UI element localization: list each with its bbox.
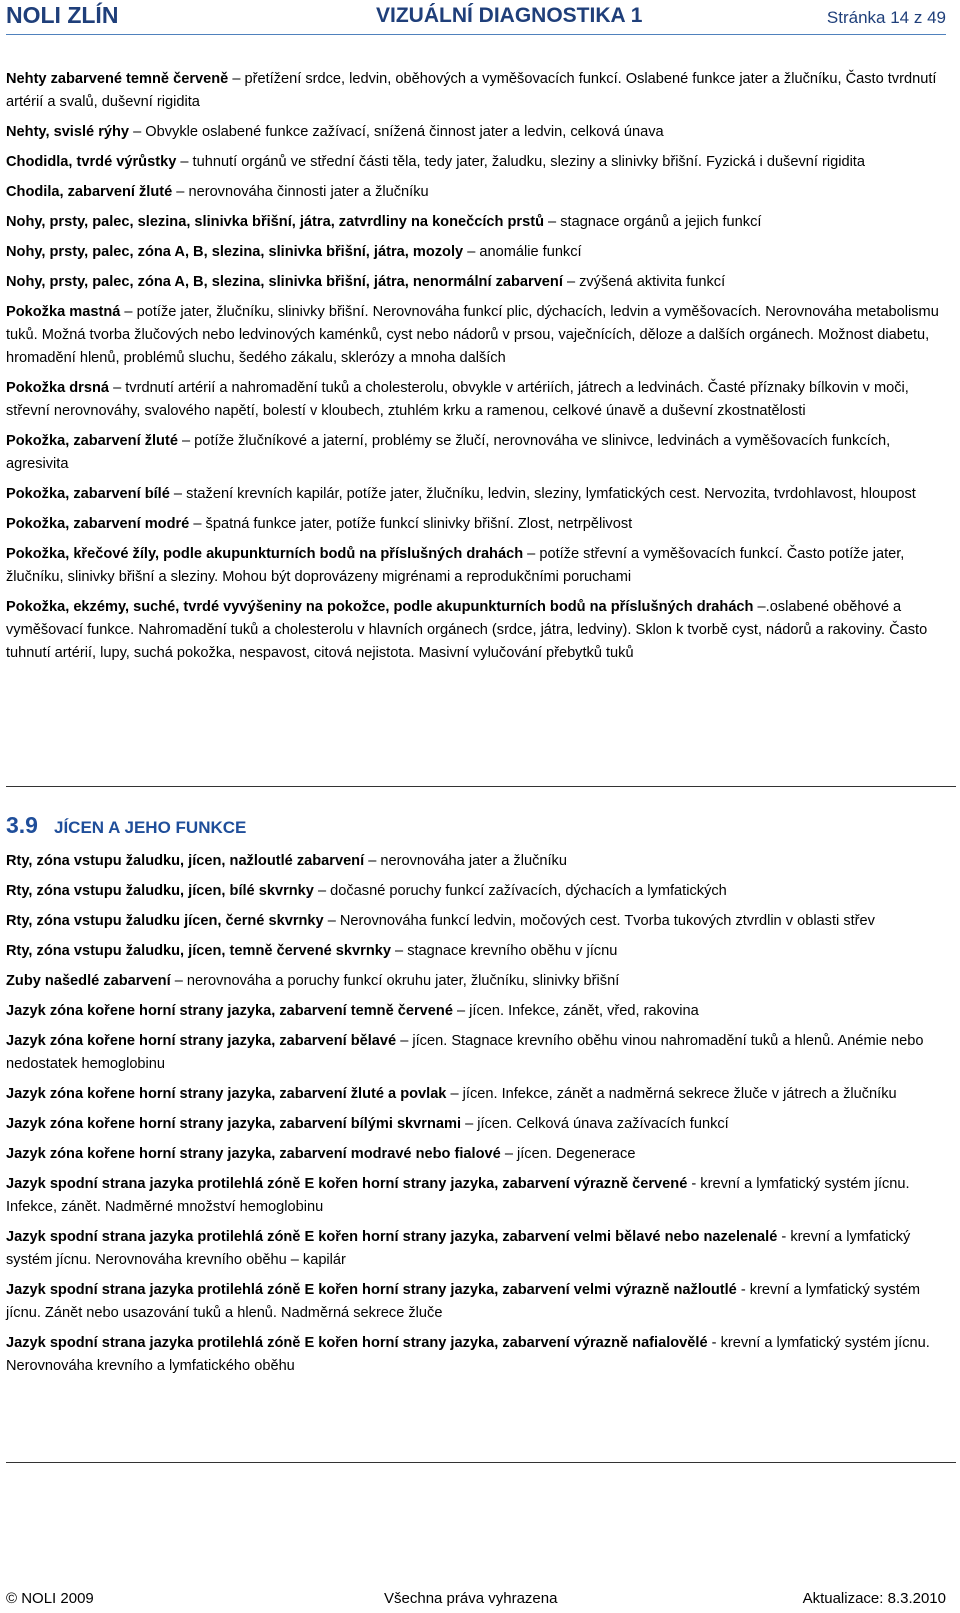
paragraph-term: Nohy, prsty, palec, zóna A, B, slezina, slinivka břišní, játra, mozoly	[6, 244, 464, 260]
paragraph-text: - krevní a lymfatický systém jícnu. Nerovnováha krevního a lymfatického oběhu	[6, 1335, 930, 1374]
paragraph	[6, 181, 950, 204]
paragraph-term: Jazyk spodní strana jazyka protilehlá zóně E kořen horní strany jazyka, zabarvení velmi výrazně nažloutlé	[6, 1282, 737, 1298]
paragraph-term: Jazyk spodní strana jazyka protilehlá zóně E kořen horní strany jazyka, zabarvení výrazně červené	[6, 1176, 688, 1192]
paragraph-term: Nohy, prsty, palec, slezina, slinivka břišní, játra, zatvrdliny na konečcích prstů	[6, 214, 544, 230]
paragraph	[6, 596, 950, 665]
paragraph-text: – potíže jater, žlučníku, slinivky břišní. Nerovnováha funkcí plic, dýchacích, ledvin a vyměšovacích. Nerovnováha metabolismu tuků. Možná tvorba žlučových nebo ledvinových kaménků, cyst nebo nádorů v prsou, vaječnících, děloze a dalších orgánech. Možnost diabetu, hromadění hlenů, problémů sluchu, šedého zákalu, sklerózy a mnoha dalších	[6, 304, 939, 366]
paragraph-text: – přetížení srdce, ledvin, oběhových a vyměšovacích funkcí. Oslabené funkce jater a žlučníku, Často tvrdnutí artérií a svalů, duševní rigidita	[6, 71, 937, 110]
paragraph-term: Chodidla, tvrdé výrůstky	[6, 154, 177, 170]
paragraph-text: – nerovnováha jater a žlučníku	[364, 853, 567, 869]
paragraph-term: Jazyk spodní strana jazyka protilehlá zóně E kořen horní strany jazyka, zabarvení výrazně nafialovělé	[6, 1335, 708, 1351]
paragraph-term: Zuby našedlé zabarvení	[6, 973, 171, 989]
paragraph-text: – zvýšená aktivita funkcí	[562, 274, 726, 290]
paragraph	[6, 513, 950, 536]
paragraph-term: Pokožka, zabarvení žluté	[6, 433, 178, 449]
paragraph-text: – stažení krevních kapilár, potíže jater, žlučníku, ledvin, sleziny, lymfatických cest. Nervozita, tvrdohlavost, hloupost	[169, 486, 916, 502]
paragraph-text: – jícen. Celková únava zažívacích funkcí	[461, 1116, 729, 1132]
paragraph	[6, 1226, 950, 1272]
paragraph	[6, 483, 950, 506]
paragraph-text: – špatná funkce jater, potíže funkcí slinivky břišní. Zlost, netrpělivost	[189, 516, 633, 532]
paragraph-term: Pokožka, zabarvení bílé	[6, 486, 170, 502]
paragraph	[6, 1083, 950, 1106]
paragraph	[6, 301, 950, 370]
section-title: JÍCEN A JEHO FUNKCE	[53, 818, 247, 837]
paragraph	[6, 1332, 950, 1378]
paragraph-term: Jazyk zóna kořene horní strany jazyka, zabarvení temně červené	[6, 1003, 453, 1019]
paragraph-text: – nerovnováha činnosti jater a žlučníku	[172, 184, 429, 200]
section-number: 3.9	[6, 812, 38, 838]
header-page-number: Stránka 14 z 49	[826, 8, 946, 27]
paragraph	[6, 910, 950, 933]
paragraph	[6, 241, 950, 264]
footer-rights: Všechna práva vyhrazena	[384, 1590, 558, 1607]
paragraph-text: – Nerovnováha funkcí ledvin, močových cest. Tvorba tukových ztvrdlin v oblasti střev	[323, 913, 875, 929]
paragraph-term: Nohy, prsty, palec, zóna A, B, slezina, slinivka břišní, játra, nenormální zabarvení	[6, 274, 563, 290]
paragraph	[6, 970, 950, 993]
paragraph	[6, 68, 950, 114]
paragraph-term: Jazyk zóna kořene horní strany jazyka, zabarvení bílými skvrnami	[6, 1116, 462, 1132]
paragraph-text: – anomálie funkcí	[463, 244, 582, 260]
paragraph-term: Pokožka drsná	[6, 380, 110, 396]
paragraph-text: – tvrdnutí artérií a nahromadění tuků a cholesterolu, obvykle v artériích, játrech a ledvinách. Časté příznaky bílkovin v moči, střevní nerovnováhy, svalového napětí, bolestí v kloubech, ztuhlém krku a ramenou, celkové únavě a duševní zkostnatělosti	[6, 380, 909, 419]
paragraph	[6, 271, 950, 294]
paragraph-text: – dočasné poruchy funkcí zažívacích, dýchacích a lymfatických	[313, 883, 727, 899]
paragraph-text: - krevní a lymfatický systém jícnu. Zánět nebo usazování tuků a hlenů. Nadměrná sekrece žluče	[6, 1282, 921, 1321]
section-heading	[6, 812, 246, 839]
paragraph-text: – Obvykle oslabené funkce zažívací, snížená činnost jater a ledvin, celková únava	[129, 124, 664, 140]
paragraph	[6, 1173, 950, 1219]
paragraph-text: – potíže střevní a vyměšovacích funkcí. Často potíže jater, žlučníku, slinivky břišní a sleziny. Mohou být doprovázeny migrénami a reprodukčními poruchami	[6, 546, 905, 585]
paragraph-text: – potíže žlučníkové a jaterní, problémy se žlučí, nerovnováha ve slinivce, ledvinách a vyměšovacích funkcích, agresivita	[6, 433, 891, 472]
paragraph-term: Pokožka, zabarvení modré	[6, 516, 190, 532]
paragraph-term: Nehty zabarvené temně červeně	[6, 71, 229, 87]
paragraph	[6, 1113, 950, 1136]
bottom-divider	[6, 1462, 956, 1463]
paragraph	[6, 1000, 950, 1023]
paragraph-term: Jazyk zóna kořene horní strany jazyka, zabarvení bělavé	[6, 1033, 397, 1049]
paragraph	[6, 151, 950, 174]
paragraph-term: Rty, zóna vstupu žaludku jícen, černé skvrnky	[6, 913, 324, 929]
paragraph-term: Jazyk zóna kořene horní strany jazyka, zabarvení žluté a povlak	[6, 1086, 447, 1102]
paragraph	[6, 211, 950, 234]
paragraph-text: – jícen. Stagnace krevního oběhu vinou nahromadění tuků a hlenů. Anémie nebo nedostatek hemoglobinu	[6, 1033, 924, 1072]
paragraph-text: – jícen. Infekce, zánět a nadměrná sekrece žluče v játrech a žlučníku	[446, 1086, 897, 1102]
footer-copyright: © NOLI 2009	[6, 1590, 94, 1607]
paragraph-term: Jazyk zóna kořene horní strany jazyka, zabarvení modravé nebo fialové	[6, 1146, 501, 1162]
footer-updated: Aktualizace: 8.3.2010	[802, 1590, 946, 1607]
section-paragraphs	[6, 850, 950, 1385]
header-org: NOLI ZLÍN	[6, 2, 119, 28]
paragraph	[6, 940, 950, 963]
paragraph-text: - krevní a lymfatický systém jícnu. Infekce, zánět. Nadměrné množství hemoglobinu	[6, 1176, 910, 1215]
paragraph-text: – jícen. Infekce, zánět, vřed, rakovina	[452, 1003, 699, 1019]
paragraph	[6, 880, 950, 903]
paragraph	[6, 121, 950, 144]
section-divider	[6, 786, 956, 787]
paragraph-term: Pokožka mastná	[6, 304, 121, 320]
top-paragraphs	[6, 68, 950, 672]
paragraph-term: Pokožka, křečové žíly, podle akupunkturních bodů na příslušných drahách	[6, 546, 524, 562]
paragraph	[6, 1030, 950, 1076]
paragraph	[6, 1279, 950, 1325]
paragraph-term: Rty, zóna vstupu žaludku, jícen, bílé skvrnky	[6, 883, 314, 899]
paragraph	[6, 1143, 950, 1166]
paragraph	[6, 850, 950, 873]
paragraph-term: Rty, zóna vstupu žaludku, jícen, temně červené skvrnky	[6, 943, 391, 959]
paragraph	[6, 430, 950, 476]
paragraph	[6, 543, 950, 589]
header-document-title: VIZUÁLNÍ DIAGNOSTIKA 1	[376, 4, 643, 27]
paragraph-text: – stagnace krevního oběhu v jícnu	[390, 943, 618, 959]
paragraph-term: Rty, zóna vstupu žaludku, jícen, nažloutlé zabarvení	[6, 853, 365, 869]
paragraph-text: – nerovnováha a poruchy funkcí okruhu jater, žlučníku, slinivky břišní	[170, 973, 620, 989]
paragraph	[6, 377, 950, 423]
page-header	[6, 0, 946, 35]
paragraph-text: - krevní a lymfatický systém jícnu. Nerovnováha krevního oběhu – kapilár	[6, 1229, 911, 1268]
paragraph-text: – jícen. Degenerace	[500, 1146, 636, 1162]
paragraph-term: Jazyk spodní strana jazyka protilehlá zóně E kořen horní strany jazyka, zabarvení velmi bělavé nebo nazelenalé	[6, 1229, 778, 1245]
paragraph-term: Pokožka, ekzémy, suché, tvrdé vyvýšeniny na pokožce, podle akupunkturních bodů na příslušných drahách	[6, 599, 754, 615]
paragraph-text: –.oslabené oběhové a vyměšovací funkce. Nahromadění tuků a cholesterolu v hlavních orgánech (srdce, játra, ledviny). Sklon k tvorbě cyst, nádorů a rakoviny. Často tuhnutí artérií, lupy, suchá pokožka, nespavost, citová nejistota. Masivní vylučování přebytků tuků	[6, 599, 928, 661]
paragraph-text: – stagnace orgánů a jejich funkcí	[544, 214, 762, 230]
paragraph-term: Chodila, zabarvení žluté	[6, 184, 173, 200]
paragraph-text: – tuhnutí orgánů ve střední části těla, tedy jater, žaludku, sleziny a slinivky břišní. Fyzická i duševní rigidita	[176, 154, 865, 170]
paragraph-term: Nehty, svislé rýhy	[6, 124, 130, 140]
